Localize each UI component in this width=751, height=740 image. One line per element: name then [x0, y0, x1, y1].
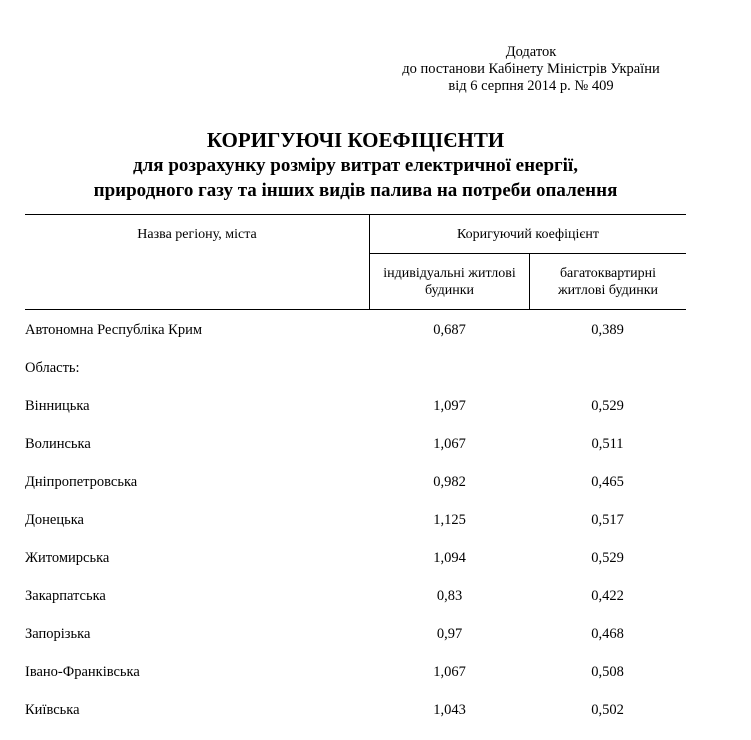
region-name: Волинська	[25, 436, 91, 452]
individual-coefficient: 1,094	[433, 550, 466, 566]
individual-coefficient: 1,125	[433, 512, 466, 528]
apartment-coefficient: 0,508	[591, 664, 624, 680]
header-apartment-line-2: житлові будинки	[557, 283, 659, 298]
table-row	[25, 398, 686, 436]
apartment-coefficient: 0,468	[591, 626, 624, 642]
header-individual-houses	[370, 265, 529, 299]
header-region: Назва регіону, міста	[137, 227, 257, 242]
annex-resolution: до постанови Кабінету Міністрів України	[402, 61, 660, 77]
annex-date-number: від 6 серпня 2014 р. № 409	[448, 78, 614, 94]
table-row	[25, 664, 686, 702]
apartment-coefficient: 0,389	[591, 322, 624, 338]
table-row	[25, 360, 686, 398]
apartment-coefficient: 0,529	[591, 398, 624, 414]
header-apartment-buildings	[530, 265, 686, 299]
header-apartment-line-1: багатоквартирні	[559, 266, 657, 281]
header-split-border	[370, 253, 686, 254]
region-name: Дніпропетровська	[25, 474, 138, 490]
table-row	[25, 550, 686, 588]
table-row	[25, 626, 686, 664]
region-name: Вінницька	[25, 398, 90, 414]
header-coefficient: Коригуючий коефіцієнт	[457, 227, 599, 242]
table-row	[25, 474, 686, 512]
region-name: Закарпатська	[25, 588, 106, 604]
apartment-coefficient: 0,465	[591, 474, 624, 490]
apartment-coefficient: 0,517	[591, 512, 624, 528]
apartment-coefficient: 0,511	[591, 436, 624, 452]
table-row	[25, 588, 686, 626]
apartment-coefficient: 0,502	[591, 702, 624, 718]
apartment-coefficient: 0,422	[591, 588, 624, 604]
table-row	[25, 702, 686, 740]
region-name: Область:	[25, 360, 80, 376]
title-main: КОРИГУЮЧІ КОЕФІЦІЄНТИ	[206, 128, 505, 152]
region-name: Житомирська	[25, 550, 110, 566]
individual-coefficient: 0,982	[433, 474, 466, 490]
individual-coefficient: 1,067	[433, 436, 466, 452]
header-individual-line-1: індивідуальні житлові	[383, 266, 516, 281]
header-individual-line-2: будинки	[424, 283, 475, 298]
individual-coefficient: 0,687	[433, 322, 466, 338]
document-title	[25, 127, 686, 203]
region-name: Автономна Республіка Крим	[25, 322, 203, 338]
individual-coefficient: 1,067	[433, 664, 466, 680]
region-name: Запорізька	[25, 626, 91, 642]
individual-coefficient: 0,83	[436, 588, 463, 604]
annex-label: Додаток	[505, 44, 557, 60]
annex-reference	[350, 44, 712, 95]
region-name: Київська	[25, 702, 80, 718]
table-row	[25, 436, 686, 474]
title-subtitle-2: природного газу та інших видів палива на потреби опалення	[93, 180, 618, 201]
individual-coefficient: 0,97	[436, 626, 463, 642]
individual-coefficient: 1,097	[433, 398, 466, 414]
individual-coefficient: 1,043	[433, 702, 466, 718]
table-row	[25, 512, 686, 550]
apartment-coefficient: 0,529	[591, 550, 624, 566]
header-bottom-border	[25, 309, 686, 310]
title-subtitle-1: для розрахунку розміру витрат електричної енергії,	[133, 155, 578, 176]
table-row	[25, 322, 686, 360]
region-name: Івано-Франківська	[25, 664, 140, 680]
table-top-border	[25, 214, 686, 215]
region-name: Донецька	[25, 512, 84, 528]
